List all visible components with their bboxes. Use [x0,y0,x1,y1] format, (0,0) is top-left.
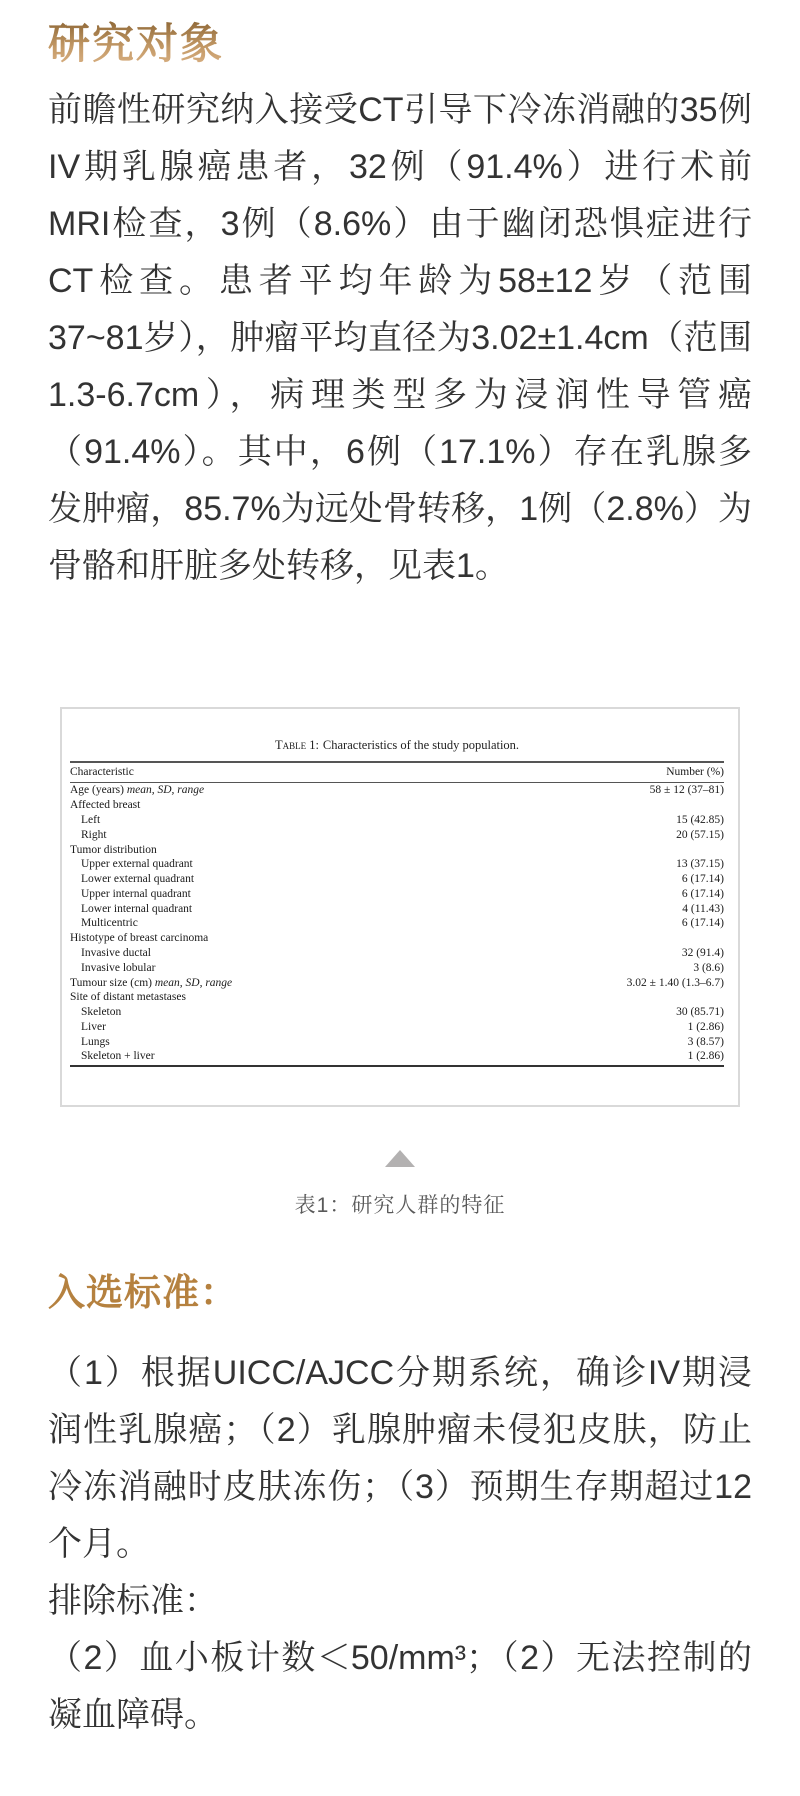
section-title-study-subjects: 研究对象 [48,22,225,68]
row-label: Upper internal quadrant [81,887,191,900]
row-label: Tumour size (cm) mean, SD, range [70,976,233,989]
table-row [70,813,724,828]
table-row [70,827,724,842]
column-header-characteristic: Characteristic [70,762,479,783]
table-row [70,931,724,946]
triangle-up-icon [385,1150,415,1167]
row-label: Skeleton + liver [70,1049,479,1066]
row-label: Lower external quadrant [81,873,195,886]
row-value: 32 (91.4) [681,946,724,959]
table-row [70,975,724,990]
table-label: Table 1: [274,738,319,752]
row-label: Upper external quadrant [81,858,193,871]
row-value: 6 (17.14) [681,917,724,930]
table-row [70,783,724,798]
row-value: 6 (17.14) [681,887,724,900]
row-value [479,798,724,813]
row-label: Invasive lobular [81,961,156,974]
table-body [70,783,724,1067]
column-header-number: Number (%) [479,762,724,783]
row-value: 30 (85.71) [676,1006,724,1019]
row-label: Lower internal quadrant [81,902,193,915]
inclusion-criteria-heading: 入选标准： [48,1272,238,1313]
table-row [70,1020,724,1035]
row-value: 15 (42.85) [676,813,724,826]
row-label: Invasive ductal [81,946,151,959]
table-row [70,872,724,887]
row-value [479,931,724,946]
table-title [70,737,724,753]
row-value: 13 (37.15) [676,858,724,871]
row-value [479,842,724,857]
row-value: 1 (2.86) [687,1020,724,1033]
row-value: 3 (8.57) [687,1035,724,1048]
row-value: 20 (57.15) [676,828,724,841]
inclusion-criteria-paragraph: （1）根据UICC/AJCC分期系统，确诊IV期浸润性乳腺癌；（2）乳腺肿瘤未侵犯皮肤，防止冷冻消融时皮肤冻伤；（3）预期生存期超过12个月。 [48,1354,752,1563]
study-population-table [70,761,724,1067]
table-row [70,857,724,872]
table-row [70,842,724,857]
table1-caption: 表1：研究人群的特征 [294,1194,506,1217]
table-row [70,886,724,901]
table-row [70,960,724,975]
row-value: 3.02 ± 1.40 (1.3–6.7) [626,976,724,989]
row-value: 6 (17.14) [681,873,724,886]
row-value: 4 (11.43) [682,902,724,915]
table-row [70,990,724,1005]
table-row [70,1049,724,1066]
row-value: 3 (8.6) [693,961,724,974]
table-row [70,901,724,916]
table-row [70,1005,724,1020]
row-label: Site of distant metastases [70,991,186,1004]
row-value: 1 (2.86) [479,1049,724,1066]
row-value [479,990,724,1005]
row-label: Liver [81,1020,106,1033]
row-label: Skeleton [81,1006,122,1019]
row-value: 58 ± 12 (37–81) [649,784,724,797]
row-label: Right [81,828,107,841]
table-row [70,798,724,813]
table-row [70,946,724,961]
table-title-text: Characteristics of the study population. [322,738,520,752]
row-label: Age (years) mean, SD, range [70,784,205,797]
study-paragraph: 前瞻性研究纳入接受CT引导下冷冻消融的35例IV期乳腺癌患者，32例（91.4%）进行术前MRI检查，3例（8.6%）由于幽闭恐惧症进行CT检查。患者平均年龄为58±12岁（范围37~81岁），肿瘤平均直径为3.02±1.4cm（范围1.3-6.7cm），病理类型多为浸润性导管癌（91.4%）。其中，6例（17.1%）存在乳腺多发肿瘤，85.7%为远处骨转移，1例（2.8%）为骨骼和肝脏多处转移，见表1。 [48,91,752,585]
row-label: Lungs [81,1035,110,1048]
table-row [70,1034,724,1049]
table-row [70,916,724,931]
row-label: Multicentric [81,917,138,930]
exclusion-criteria-paragraph: （2）血小板计数＜50/mm³；（2）无法控制的凝血障碍。 [48,1639,752,1734]
row-label: Tumor distribution [70,843,157,856]
table1-figure [60,707,740,1107]
row-label: Histotype of breast carcinoma [70,932,209,945]
table-header-row [70,762,724,783]
exclusion-criteria-heading: 排除标准： [48,1582,218,1620]
row-label: Affected breast [70,799,141,812]
figure-collapse-button[interactable] [0,1150,800,1167]
row-label: Left [81,813,101,826]
